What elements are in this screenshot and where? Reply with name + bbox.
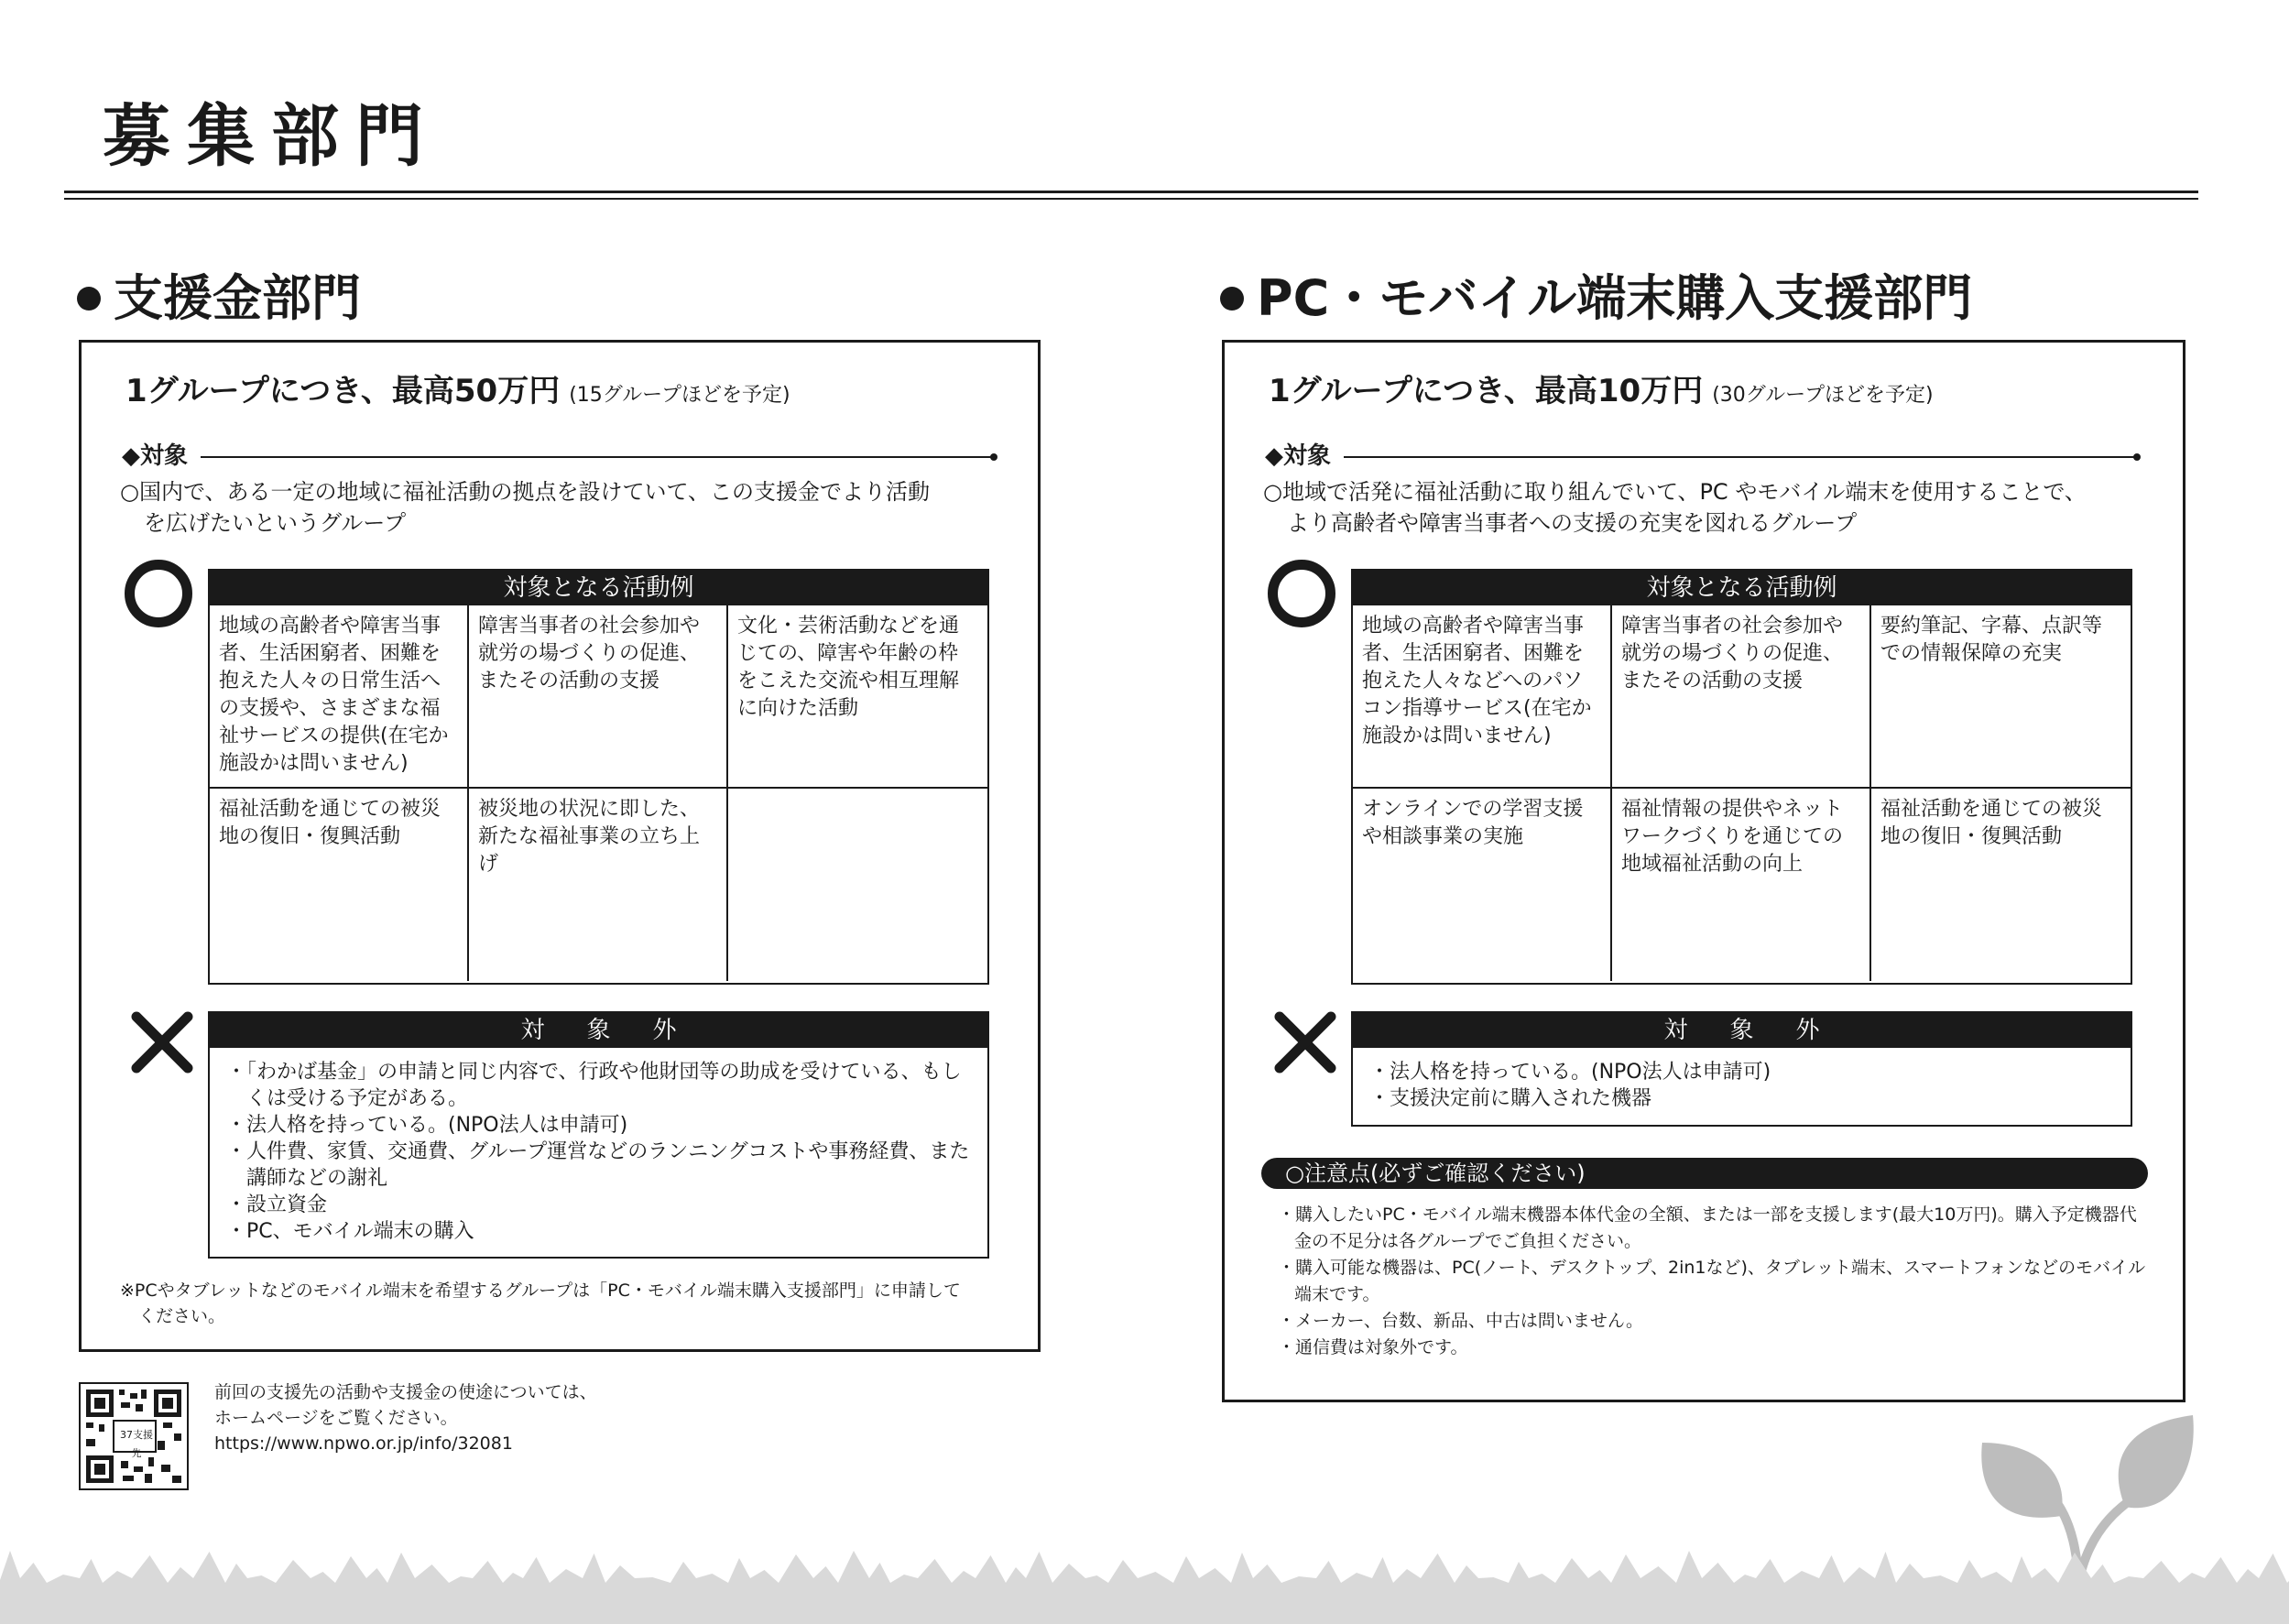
table-cell: 要約筆記、字幕、点訳等での情報保障の充実 [1871,605,2131,789]
list-item: ・購入したいPC・モバイル端末機器本体代金の全額、または一部を支援します(最大10万円)。購入予定機器代金の不足分は各グループでご負担ください。 [1278,1204,2137,1251]
left-target-line [201,456,994,458]
right-panel [1222,340,2185,1402]
title-rule-thin [64,198,2198,200]
circle-mark-icon [125,560,192,627]
left-panel [79,340,1041,1352]
left-note-line-2: ください。 [138,1306,226,1326]
left-target-line-2: を広げたいというグループ [144,510,407,536]
left-lead [125,368,790,419]
title-rule [64,191,2198,193]
right-section-title [1220,266,1972,332]
left-excluded-list [210,1048,987,1252]
footer-line-2: ホームページをご覧ください。 [214,1408,458,1428]
list-item: ・メーカー、台数、新品、中古は問いません。 [1278,1311,1644,1331]
bullet-dot-icon [77,287,101,311]
qr-caption: 37支援先 [120,1429,153,1459]
caution-title-bar: ○注意点(必ずご確認ください) [1261,1158,2148,1189]
right-section-title-text: PC・モバイル端末購入支援部門 [1257,269,1973,327]
right-target-line [1344,456,2137,458]
list-item: ・法人格を持っている。(NPO法人は申請可) [226,1114,628,1137]
right-excluded-header: 対象外 [1353,1013,2131,1048]
left-excluded-header: 対象外 [210,1013,987,1048]
footer-url-link[interactable]: https://www.npwo.or.jp/info/32081 [214,1433,513,1454]
left-lead-sub: (15グループほどを予定) [569,384,790,407]
left-note [120,1278,1018,1329]
list-item: ・PC、モバイル端末の購入 [226,1220,474,1243]
right-target-line-2: より高齢者や障害当事者への支援の充実を図れるグループ [1287,510,1858,536]
right-lead-sub: (30グループほどを予定) [1712,384,1934,407]
right-excluded-box [1351,1011,2132,1127]
caution-list [1278,1202,2148,1361]
left-table-header: 対象となる活動例 [210,571,987,605]
list-item: ・設立資金 [226,1193,328,1216]
list-item: ・法人格を持っている。(NPO法人は申請可) [1369,1061,1771,1084]
table-cell: 福祉活動を通じての被災地の復旧・復興活動 [210,789,469,981]
table-cell: オンラインでの学習支援や相談事業の実施 [1353,789,1612,981]
left-target-label: ◆対象 [122,442,188,470]
left-section-title-text: 支援金部門 [114,269,361,327]
table-cell: 障害当事者の社会参加や就労の場づくりの促進、またその活動の支援 [469,605,728,789]
left-note-line-1: ※PCやタブレットなどのモバイル端末を希望するグループは「PC・モバイル端末購入支援部門」に申請して [120,1281,961,1301]
table-cell: 被災地の状況に即した、新たな福祉事業の立ち上げ [469,789,728,981]
page-title: 募集部門 [103,97,440,176]
left-lead-text: 1グループにつき、最高50万円 [125,373,561,409]
right-target-desc [1263,476,2179,539]
table-cell: 地域の高齢者や障害当事者、生活困窮者、困難を抱えた人々の日常生活への支援や、さまざまな福祉サービスの提供(在宅か施設かは問いません) [210,605,469,789]
line-end-dot-icon [2133,453,2141,461]
right-lead-text: 1グループにつき、最高10万円 [1269,373,1704,409]
table-cell: 福祉活動を通じての被災地の復旧・復興活動 [1880,798,2103,848]
list-item: ・支援決定前に購入された機器 [1369,1087,1652,1110]
list-item: ・購入可能な機器は、PC(ノート、デスクトップ、2in1など)、タブレット端末、スマートフォンなどのモバイル端末です。 [1278,1258,2146,1304]
right-target-label: ◆対象 [1265,442,1331,470]
right-excluded-list [1353,1048,2131,1119]
table-cell: 障害当事者の社会参加や就労の場づくりの促進、またその活動の支援 [1612,605,1871,789]
list-item: ・通信費は対象外です。 [1278,1337,1468,1357]
grass-border-icon [0,1543,2289,1624]
left-target-desc [120,476,1027,539]
right-lead [1269,368,1934,419]
left-excluded-box [208,1011,989,1259]
right-table-header: 対象となる活動例 [1353,571,2131,605]
table-cell: 文化・芸術活動などを通じての、障害や年齢の枠をこえた交流や相互理解に向けた活動 [728,605,987,789]
qr-code[interactable] [79,1382,189,1490]
bullet-dot-icon [1220,287,1244,311]
line-end-dot-icon [990,453,997,461]
table-cell: 福祉情報の提供やネットワークづくりを通じての地域福祉活動の向上 [1612,789,1871,981]
left-target-line-1: ○国内で、ある一定の地域に福祉活動の拠点を設けていて、この支援金でより活動 [120,479,930,505]
list-item: ・人件費、家賃、交通費、グループ運営などのランニングコストや事務経費、また講師などの謝礼 [226,1140,970,1190]
circle-mark-icon [1268,560,1335,627]
footer-line-1: 前回の支援先の活動や支援金の使途については、 [214,1382,597,1402]
left-section-title [77,266,361,332]
table-cell: 地域の高齢者や障害当事者、生活困窮者、困難を抱えた人々などへのパソコン指導サービス(在宅か施設かは問いません) [1353,605,1612,789]
list-item: ・「わかば基金」の申請と同じ内容で、行政や他財団等の助成を受けている、もしくは受ける予定がある。 [226,1061,962,1110]
right-activity-table [1351,569,2132,985]
right-target-line-1: ○地域で活発に福祉活動に取り組んでいて、PC やモバイル端末を使用することで、 [1263,479,2087,505]
cross-mark-icon [129,1009,195,1075]
cross-mark-icon [1272,1009,1338,1075]
footer-text [214,1379,856,1456]
table-cell [728,789,987,981]
left-activity-table [208,569,989,985]
